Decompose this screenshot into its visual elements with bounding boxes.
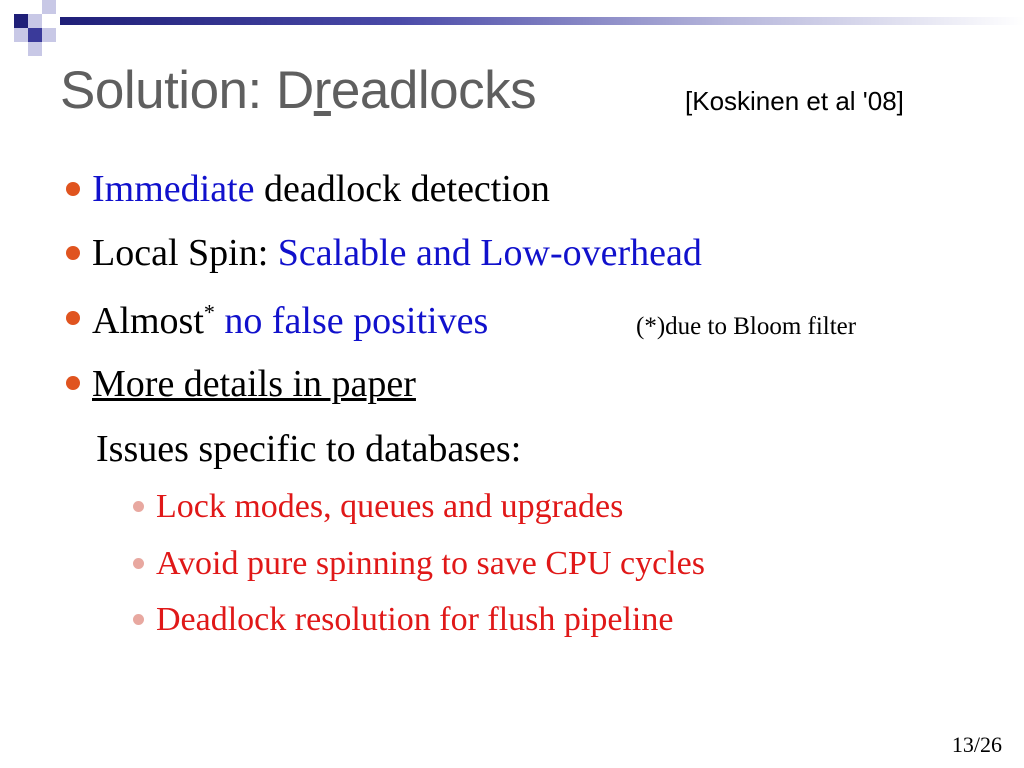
bloom-filter-note: (*)due to Bloom filter [636,313,857,340]
slide-title: Solution: Dreadlocks [60,61,537,120]
issue-item: Avoid pure spinning to save CPU cycles [156,545,705,582]
more-details-link[interactable]: More details in paper [92,363,416,405]
issue-item: Lock modes, queues and upgrades [156,488,624,525]
sub-bullet-dot-icon [133,558,144,569]
bullet-almost: Almost* no false positives [92,299,489,342]
header-gradient-bar [60,17,1024,25]
citation: [Koskinen et al '08] [685,86,904,116]
issues-heading: Issues specific to databases: [96,428,522,470]
bullet-dot-icon [66,311,80,325]
bullet-dot-icon [66,182,80,196]
sub-bullet-dot-icon [133,501,144,512]
page-number: 13/26 [951,732,1002,757]
bullet-dot-icon [66,246,80,260]
sub-bullet-dot-icon [133,614,144,625]
corner-decoration [0,0,80,60]
bullet-immediate: Immediate deadlock detection [92,168,550,210]
bullet-local-spin: Local Spin: Scalable and Low-overhead [92,232,702,274]
bullet-dot-icon [66,376,80,390]
issue-item: Deadlock resolution for flush pipeline [156,601,674,638]
